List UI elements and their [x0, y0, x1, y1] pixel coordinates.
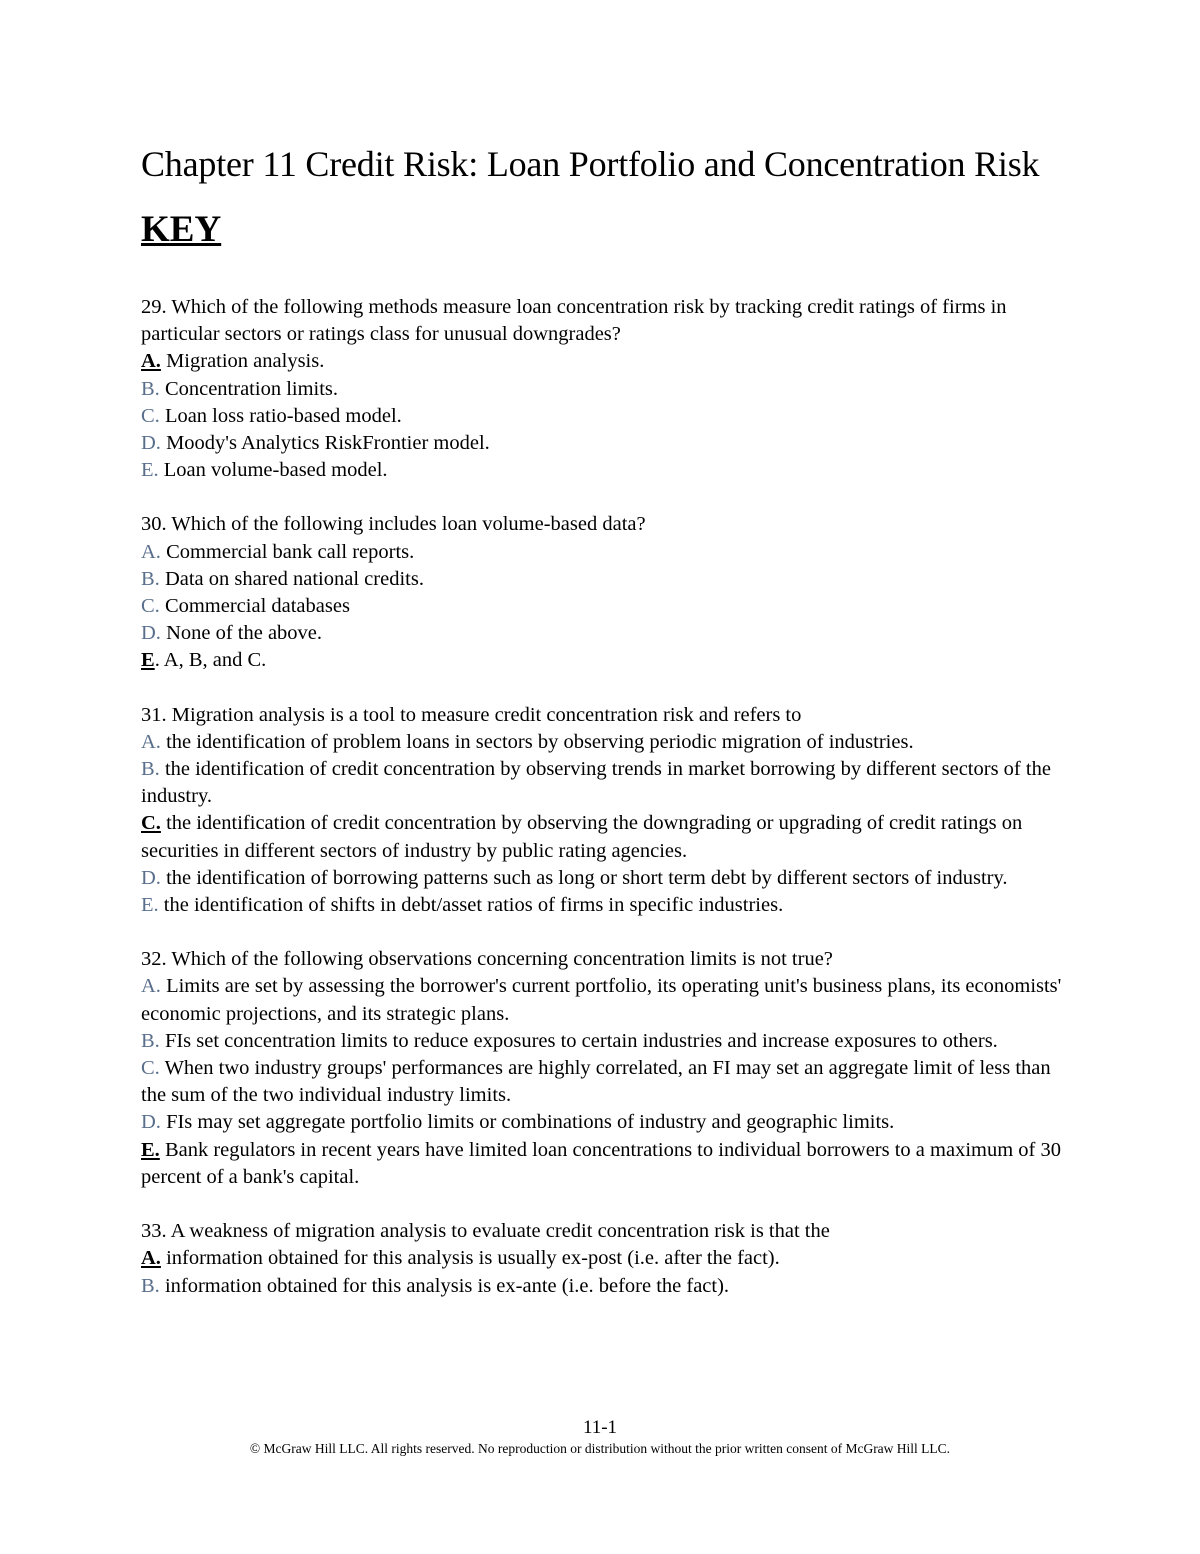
option-text: information obtained for this analysis is ex-ante (i.e. before the fact). — [159, 1274, 730, 1297]
option-letter: E. — [141, 459, 159, 482]
answer-option — [141, 430, 1071, 457]
option-text: Limits are set by assessing the borrower's current portfolio, its operating unit's business plans, its economists' economic projections, and its strategic plans. — [141, 975, 1062, 1025]
option-text: Commercial bank call reports. — [160, 540, 415, 563]
question-5 — [141, 1218, 1071, 1300]
page-number: 11-1 — [582, 1417, 618, 1438]
option-letter: A. — [141, 1247, 161, 1270]
question-1 — [141, 294, 1071, 484]
answer-option — [141, 593, 1071, 620]
option-text: . A, B, and C. — [154, 649, 267, 672]
option-text: Concentration limits. — [159, 377, 339, 400]
option-text: the identification of shifts in debt/asset ratios of firms in specific industries. — [158, 894, 784, 917]
option-text: the identification of problem loans in sectors by observing periodic migration of industries. — [160, 730, 914, 753]
answer-option — [141, 539, 1071, 566]
question-3 — [141, 702, 1071, 920]
answer-option — [141, 376, 1071, 403]
page-content — [141, 140, 1071, 1327]
question-list — [141, 294, 1071, 1300]
option-letter: E. — [141, 894, 159, 917]
answer-option — [141, 756, 1071, 810]
question-stem: 29. Which of the following methods measure loan concentration risk by tracking credit ratings of firms in particular sectors or ratings class for unusual downgrades? — [141, 296, 1007, 346]
question-stem: 31. Migration analysis is a tool to measure credit concentration risk and refers to — [141, 703, 802, 726]
option-text: FIs set concentration limits to reduce exposures to certain industries and increase exposures to others. — [159, 1029, 998, 1052]
answer-option — [141, 566, 1071, 593]
answer-option — [141, 457, 1071, 484]
answer-option — [141, 865, 1071, 892]
option-letter: D. — [141, 1111, 161, 1134]
option-letter: A. — [141, 975, 161, 998]
answer-option — [141, 1273, 1071, 1300]
option-text: When two industry groups' performances are highly correlated, an FI may set an aggregate limit of less than the sum of the two individual industry limits. — [141, 1057, 1051, 1107]
option-letter: B. — [141, 1029, 160, 1052]
option-letter: A. — [141, 540, 161, 563]
answer-option — [141, 1109, 1071, 1136]
answer-option — [141, 892, 1071, 919]
option-letter: E. — [141, 1138, 160, 1161]
option-letter: D. — [141, 866, 161, 889]
option-text: Moody's Analytics RiskFrontier model. — [160, 432, 490, 455]
question-stem: 32. Which of the following observations concerning concentration limits is not true? — [141, 948, 833, 971]
answer-option-correct — [141, 1245, 1071, 1272]
answer-option — [141, 620, 1071, 647]
option-letter: C. — [141, 812, 161, 835]
option-text: the identification of borrowing patterns such as long or short term debt by different sectors of industry. — [160, 866, 1008, 889]
option-letter: B. — [141, 567, 160, 590]
option-letter: B. — [141, 377, 160, 400]
answer-option — [141, 1055, 1071, 1109]
option-letter: B. — [141, 758, 160, 781]
option-text: the identification of credit concentration by observing the downgrading or upgrading of credit ratings on securities in different sectors of industry by public rating agencies. — [141, 812, 1023, 862]
option-letter: C. — [141, 595, 160, 618]
option-text: information obtained for this analysis is usually ex-post (i.e. after the fact). — [160, 1247, 780, 1270]
option-text: Data on shared national credits. — [159, 567, 424, 590]
chapter-title: Chapter 11 Credit Risk: Loan Portfolio and Concentration Risk — [141, 144, 1040, 184]
answer-option-correct — [141, 647, 1071, 674]
option-text: FIs may set aggregate portfolio limits or combinations of industry and geographic limits. — [160, 1111, 895, 1134]
answer-option — [141, 973, 1071, 1027]
answer-option — [141, 403, 1071, 430]
answer-option-correct — [141, 348, 1071, 375]
option-letter: D. — [141, 432, 161, 455]
option-text: Bank regulators in recent years have limited loan concentrations to individual borrowers to a maximum of 30 percent of a bank's capital. — [141, 1138, 1061, 1188]
option-text: Loan volume-based model. — [158, 459, 388, 482]
option-text: Commercial databases — [159, 595, 350, 618]
option-text: Migration analysis. — [160, 350, 325, 373]
answer-option-correct — [141, 810, 1071, 864]
copyright-notice: © McGraw Hill LLC. All rights reserved. No reproduction or distribution without the prior written consent of McGraw Hill LLC. — [249, 1441, 951, 1456]
option-letter: C. — [141, 404, 160, 427]
option-text: the identification of credit concentration by observing trends in market borrowing by different sectors of the industry. — [141, 758, 1051, 808]
option-letter: A. — [141, 350, 161, 373]
option-text: Loan loss ratio-based model. — [159, 404, 402, 427]
option-text: None of the above. — [160, 622, 323, 645]
answer-option-correct — [141, 1137, 1071, 1191]
option-letter: A. — [141, 730, 161, 753]
answer-option — [141, 729, 1071, 756]
option-letter: C. — [141, 1057, 160, 1080]
question-4 — [141, 946, 1071, 1191]
key-heading: KEY — [141, 209, 222, 250]
question-2 — [141, 511, 1071, 674]
answer-option — [141, 1028, 1071, 1055]
option-letter: B. — [141, 1274, 160, 1297]
option-letter: D. — [141, 622, 161, 645]
option-letter: E — [141, 649, 155, 672]
question-stem: 30. Which of the following includes loan volume-based data? — [141, 513, 646, 536]
question-stem: 33. A weakness of migration analysis to evaluate credit concentration risk is that the — [141, 1220, 830, 1243]
